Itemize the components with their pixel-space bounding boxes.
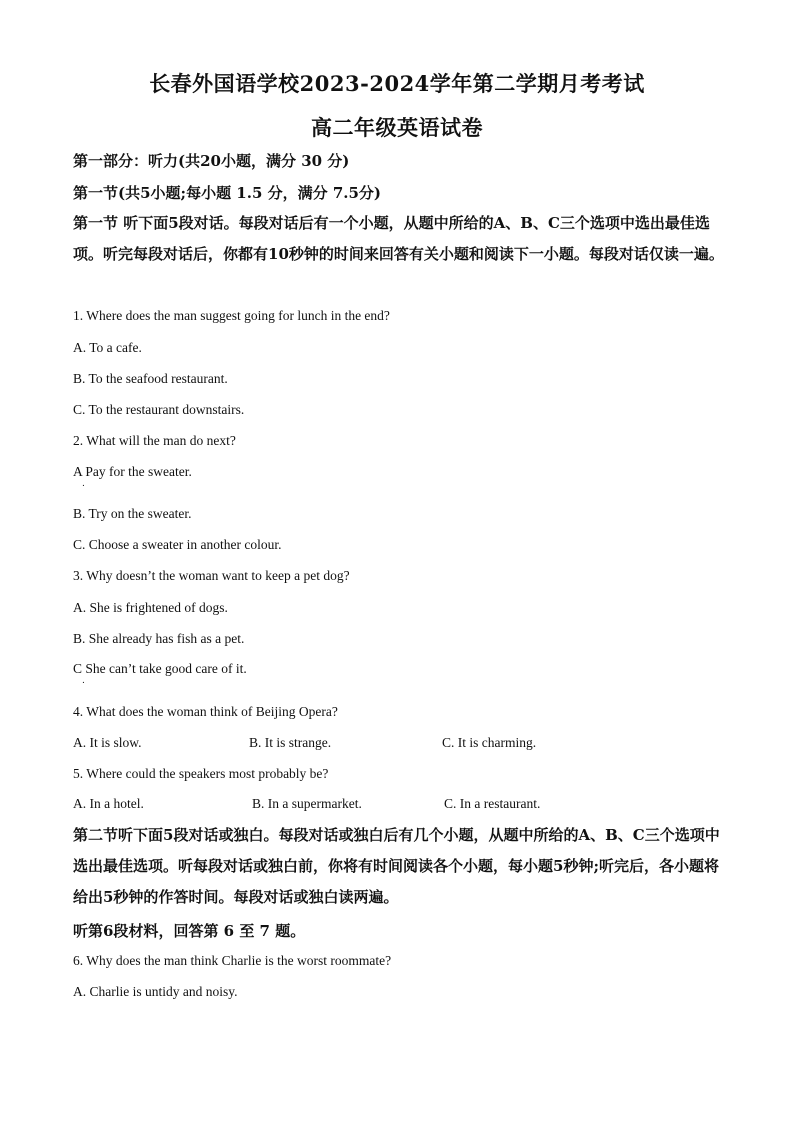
question-4-option-c: C. It is charming. — [442, 735, 537, 750]
question-5-option-c: C. In a restaurant. — [444, 796, 541, 811]
stray-dot-mark: . — [82, 676, 85, 686]
question-4-option-b: B. It is strange. — [249, 735, 332, 750]
question-6-stem: 6. Why does the man think Charlie is the worst roommate? — [73, 953, 392, 968]
question-1-option-a: A. To a cafe. — [73, 340, 142, 355]
question-1-option-c: C. To the restaurant downstairs. — [73, 402, 245, 417]
question-2-stem: 2. What will the man do next? — [73, 433, 236, 448]
question-3-option-c: C She can’t take good care of it. — [73, 661, 247, 676]
question-1-option-b: B. To the seafood restaurant. — [73, 371, 228, 386]
question-4-option-a: A. It is slow. — [73, 735, 142, 750]
question-2-option-b: B. Try on the sweater. — [73, 506, 192, 521]
question-5-option-a: A. In a hotel. — [73, 796, 144, 811]
question-1-stem: 1. Where does the man suggest going for lunch in the end? — [73, 308, 390, 323]
question-3-stem: 3. Why doesn’t the woman want to keep a pet dog? — [73, 568, 350, 583]
exam-title: 长春外国语学校2023-2024学年第二学期月考考试 — [149, 71, 645, 96]
question-3-option-b: B. She already has fish as a pet. — [73, 631, 245, 646]
question-2-option-c: C. Choose a sweater in another colour. — [73, 537, 282, 552]
question-2-option-a: A Pay for the sweater. — [73, 464, 192, 479]
question-5-option-b: B. In a supermarket. — [252, 796, 362, 811]
material-6-heading: 听第6段材料，回答第 6 至 7 题。 — [73, 922, 306, 940]
question-3-option-a: A. She is frightened of dogs. — [73, 600, 228, 615]
question-5-stem: 5. Where could the speakers most probably be? — [73, 766, 329, 781]
question-4-stem: 4. What does the woman think of Beijing Opera? — [73, 704, 338, 719]
part1-heading: 第一部分：听力(共20小题，满分 30 分) — [73, 152, 350, 170]
stray-dot-mark: . — [82, 479, 85, 489]
question-6-option-a: A. Charlie is untidy and noisy. — [73, 984, 238, 999]
section1-instructions: 第一节 听下面5段对话。每段对话后有一个小题，从题中所给的A、B、C三个选项中选出最佳选项。听完每段对话后，你都有10秒钟的时间来回答有关小题和阅读下一小题。每段对话仅读一遍。 — [73, 214, 724, 263]
section1-heading: 第一节(共5小题;每小题 1.5 分，满分 7.5分) — [73, 184, 382, 202]
exam-subtitle: 高二年级英语试卷 — [311, 115, 483, 140]
section2-instructions: 第二节听下面5段对话或独白。每段对话或独白后有几个小题，从题中所给的A、B、C三个选项中选出最佳选项。听每段对话或独白前，你将有时间阅读各个小题，每小题5秒钟;听完后，各小题将给出5秒钟的作答时间。每段对话或独白读两遍。 — [73, 826, 720, 906]
